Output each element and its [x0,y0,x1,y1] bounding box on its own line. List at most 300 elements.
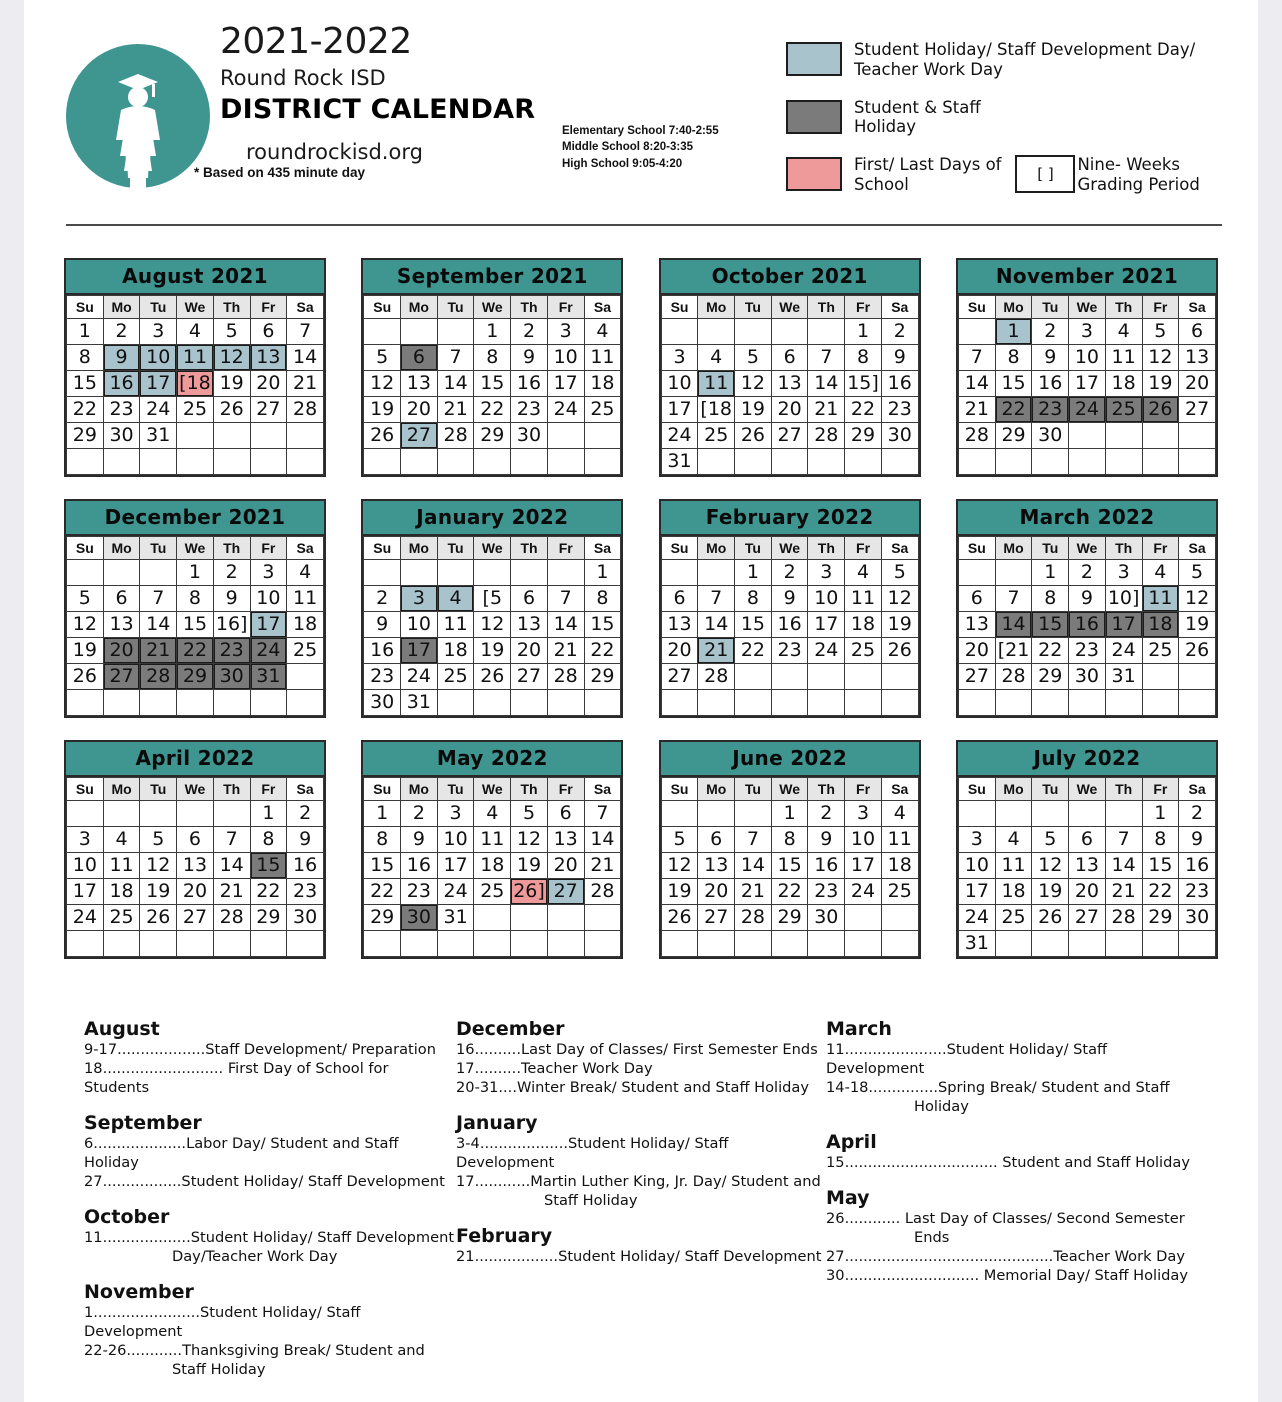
notes-line: 15................................. Student and Staff Holiday [826,1153,1190,1171]
weekday-header-mo: Mo [995,537,1032,560]
day-cell: 29 [67,423,104,449]
month-title: March 2022 [958,501,1216,536]
week-row [661,612,918,638]
week-row [958,397,1215,423]
day-cell: 25 [1105,397,1142,423]
day-cell: 14 [213,853,250,879]
empty-day-cell [661,690,698,716]
day-cell: 29 [771,905,808,931]
weekday-header-mo: Mo [698,537,735,560]
empty-day-cell [547,449,584,475]
weekday-header-sa: Sa [1179,296,1216,319]
weekday-header-su: Su [67,296,104,319]
day-cell: 17 [1069,371,1106,397]
week-row [958,371,1215,397]
empty-day-cell [735,449,772,475]
day-cell: 3 [437,801,474,827]
day-cell: 14 [547,612,584,638]
day-cell: 5 [213,319,250,345]
week-row [661,586,918,612]
day-cell: 12 [511,827,548,853]
empty-day-cell [437,319,474,345]
day-cell: 1 [584,560,621,586]
day-cell: 11 [845,586,882,612]
day-cell: 18 [437,638,474,664]
day-cell: 29 [845,423,882,449]
calendar-month-row [24,740,1258,959]
week-row [661,345,918,371]
weekday-header-mo: Mo [401,778,438,801]
weekday-header-mo: Mo [401,296,438,319]
day-cell: 30 [1032,423,1069,449]
weekday-header-sa: Sa [881,778,918,801]
day-cell: 2 [771,560,808,586]
day-cell: 15 [67,371,104,397]
day-cell: 14 [808,371,845,397]
weekday-header-th: Th [213,537,250,560]
weekday-header-th: Th [511,296,548,319]
day-cell: 20 [177,879,214,905]
empty-day-cell [735,801,772,827]
day-cell: 28 [735,905,772,931]
day-cell: 7 [547,586,584,612]
day-cell: 18 [1105,371,1142,397]
weekday-header-sa: Sa [287,537,324,560]
day-cell: 4 [437,586,474,612]
empty-day-cell [1179,690,1216,716]
day-cell: 28 [213,905,250,931]
day-cell: 20 [958,638,995,664]
weekday-header-we: We [1069,778,1106,801]
day-cell: 15] [845,371,882,397]
notes-month-heading: May [826,1186,870,1209]
day-cell: 22 [735,638,772,664]
weekday-header-sa: Sa [584,296,621,319]
empty-day-cell [845,664,882,690]
legend-label-line2: Holiday [854,117,917,137]
weekday-header-fr: Fr [845,778,882,801]
day-cell: 8 [177,586,214,612]
day-cell: 8 [67,345,104,371]
empty-day-cell [845,690,882,716]
day-cell: [18 [177,371,214,397]
day-cell: [5 [474,586,511,612]
empty-day-cell [881,449,918,475]
day-cell: 28 [437,423,474,449]
day-cell: 5 [661,827,698,853]
month-table [958,777,1216,957]
empty-day-cell [213,931,250,957]
week-row [364,612,621,638]
weekday-header-fr: Fr [547,296,584,319]
day-cell: 11 [103,853,140,879]
day-cell: 20 [250,371,287,397]
week-row [661,801,918,827]
weekday-header-tu: Tu [437,778,474,801]
day-cell: 31 [1105,664,1142,690]
weekday-header-su: Su [958,778,995,801]
day-cell: 2 [213,560,250,586]
day-cell: 12 [67,612,104,638]
day-cell: 30 [511,423,548,449]
day-cell: 27 [511,664,548,690]
day-cell: 2 [287,801,324,827]
empty-day-cell [177,690,214,716]
day-cell: 17 [67,879,104,905]
day-cell: 1 [1142,801,1179,827]
day-cell: 7 [698,586,735,612]
day-cell: 28 [958,423,995,449]
weekday-header-su: Su [364,296,401,319]
day-cell: 8 [250,827,287,853]
day-cell: 23 [401,879,438,905]
day-cell: 17 [1105,612,1142,638]
week-row [364,449,621,475]
empty-day-cell [401,319,438,345]
notes-line: 11...................Student Holiday/ Staff Development [84,1228,455,1246]
week-row [364,397,621,423]
empty-day-cell [995,449,1032,475]
day-cell: 22 [845,397,882,423]
day-cell: 10 [808,586,845,612]
day-cell: 30 [1179,905,1216,931]
day-cell: 13 [661,612,698,638]
week-row [661,879,918,905]
day-cell: 30 [881,423,918,449]
day-cell: 27 [958,664,995,690]
empty-day-cell [67,931,104,957]
day-cell: 10 [845,827,882,853]
day-cell: 20 [1179,371,1216,397]
day-cell: 9 [213,586,250,612]
day-cell: 9 [881,345,918,371]
day-cell: 11 [995,853,1032,879]
day-cell: 4 [995,827,1032,853]
empty-day-cell [287,423,324,449]
month-card [361,740,623,959]
day-cell: 23 [771,638,808,664]
empty-day-cell [881,931,918,957]
day-cell: 7 [1105,827,1142,853]
weekday-header-fr: Fr [1142,537,1179,560]
week-row [661,664,918,690]
empty-day-cell [1069,931,1106,957]
empty-day-cell [103,449,140,475]
day-cell: 10 [958,853,995,879]
day-cell: 6 [771,345,808,371]
empty-day-cell [177,423,214,449]
day-cell: 27 [771,423,808,449]
day-cell: 7 [735,827,772,853]
day-cell: 1 [474,319,511,345]
calendar-month-row [24,258,1258,477]
day-cell: 7 [958,345,995,371]
day-cell: 1 [67,319,104,345]
day-cell: 6 [401,345,438,371]
empty-day-cell [547,560,584,586]
empty-day-cell [958,319,995,345]
weekday-header-row [364,778,621,801]
legend-swatch-blue [786,42,842,76]
empty-day-cell [287,690,324,716]
weekday-header-row [67,778,324,801]
round-rock-isd-logo-icon [66,44,210,188]
weekday-header-sa: Sa [287,296,324,319]
notes-month-heading: November [84,1280,194,1303]
day-cell: 28 [287,397,324,423]
day-cell: 19 [140,879,177,905]
day-cell: 10 [140,345,177,371]
week-row [364,931,621,957]
day-cell: 17 [547,371,584,397]
legend [786,40,1226,195]
empty-day-cell [1142,664,1179,690]
calendar-notes [24,1018,1258,1380]
notes-line: 11......................Student Holiday/ Staff Development [826,1041,1108,1077]
day-cell: 8 [364,827,401,853]
empty-day-cell [1105,801,1142,827]
day-cell: 10] [1105,586,1142,612]
week-row [67,931,324,957]
legend-label-line1: Student & Staff [854,97,981,117]
day-cell: 8 [995,345,1032,371]
empty-day-cell [771,664,808,690]
day-cell: 13 [250,345,287,371]
month-title: February 2022 [661,501,919,536]
day-cell: 4 [177,319,214,345]
weekday-header-th: Th [213,296,250,319]
minute-day-note: * Based on 435 minute day [194,165,366,180]
day-cell: 12 [881,586,918,612]
day-cell: 16 [808,853,845,879]
day-cell: 29 [364,905,401,931]
empty-day-cell [1179,449,1216,475]
weekday-header-fr: Fr [547,537,584,560]
empty-day-cell [1069,801,1106,827]
day-cell: 16 [881,371,918,397]
day-cell: 13 [771,371,808,397]
day-cell: 17 [250,612,287,638]
day-cell: 27 [401,423,438,449]
notes-line: 6....................Labor Day/ Student and Staff Holiday [84,1134,399,1171]
empty-day-cell [808,449,845,475]
weekday-header-row [364,537,621,560]
empty-day-cell [995,931,1032,957]
day-cell: 15 [177,612,214,638]
weekday-header-mo: Mo [995,778,1032,801]
notes-line: Holiday [914,1097,969,1115]
weekday-header-su: Su [661,296,698,319]
legend-label-line2: Grading Period [1077,174,1200,194]
day-cell: 14 [698,612,735,638]
empty-day-cell [1142,423,1179,449]
weekday-header-sa: Sa [1179,537,1216,560]
week-row [958,905,1215,931]
empty-day-cell [437,690,474,716]
day-cell: 14 [995,612,1032,638]
empty-day-cell [584,423,621,449]
day-cell: 19 [661,879,698,905]
week-row [958,560,1215,586]
notes-line: 22-26............Thanksgiving Break/ Student and [84,1341,425,1359]
day-cell: 17 [437,853,474,879]
day-cell: 26 [364,423,401,449]
empty-day-cell [808,690,845,716]
day-cell: 9 [1032,345,1069,371]
legend-item-nine-weeks [1015,155,1199,195]
empty-day-cell [1032,931,1069,957]
district-name: Round Rock ISD [220,66,386,91]
day-cell: 9 [364,612,401,638]
weekday-header-fr: Fr [250,537,287,560]
week-row [958,423,1215,449]
week-row [364,664,621,690]
empty-day-cell [584,690,621,716]
day-cell: 10 [1069,345,1106,371]
day-cell: 11 [287,586,324,612]
day-cell: 13 [511,612,548,638]
empty-day-cell [547,690,584,716]
notes-line: Ends [914,1228,950,1246]
day-cell: 31 [958,931,995,957]
empty-day-cell [67,449,104,475]
day-cell: 28 [698,664,735,690]
week-row [67,664,324,690]
day-cell: 1 [1032,560,1069,586]
day-cell: 16 [103,371,140,397]
weekday-header-sa: Sa [881,296,918,319]
notes-month-heading: January [456,1111,538,1134]
empty-day-cell [1105,423,1142,449]
empty-day-cell [995,801,1032,827]
day-cell: 18 [584,371,621,397]
empty-day-cell [511,931,548,957]
day-cell: 26 [661,905,698,931]
day-cell: 13 [698,853,735,879]
day-cell: 13 [401,371,438,397]
day-cell: 11 [1142,586,1179,612]
day-cell: 23 [511,397,548,423]
weekday-header-we: We [177,296,214,319]
empty-day-cell [1105,449,1142,475]
week-row [364,879,621,905]
day-cell: 27 [547,879,584,905]
day-cell: 14 [584,827,621,853]
day-cell: 27 [661,664,698,690]
empty-day-cell [364,931,401,957]
empty-day-cell [1105,931,1142,957]
day-cell: 13 [177,853,214,879]
week-row [661,449,918,475]
notes-line: 16..........Last Day of Classes/ First Semester Ends [456,1041,818,1058]
day-cell: 26 [213,397,250,423]
day-cell: 12 [1032,853,1069,879]
day-cell: 3 [661,345,698,371]
day-cell: 21 [287,371,324,397]
notes-line: 9-17...................Staff Development/ Preparation [84,1041,436,1058]
notes-line: 17............Martin Luther King, Jr. Day/ Student and [456,1172,821,1190]
day-cell: 20 [511,638,548,664]
day-cell: 28 [547,664,584,690]
empty-day-cell [1032,801,1069,827]
month-table [661,295,919,475]
day-cell: 30 [1069,664,1106,690]
empty-day-cell [1142,931,1179,957]
empty-day-cell [735,319,772,345]
day-cell: 24 [67,905,104,931]
day-cell: 6 [1179,319,1216,345]
day-cell: 22 [177,638,214,664]
day-cell: 23 [213,638,250,664]
week-row [661,690,918,716]
day-cell: 24 [661,423,698,449]
day-cell: 4 [474,801,511,827]
day-cell: 18 [995,879,1032,905]
district-website-link[interactable]: roundrockisd.org [246,140,423,165]
day-cell: 21 [437,397,474,423]
day-cell: 3 [250,560,287,586]
day-cell: 5 [140,827,177,853]
empty-day-cell [661,801,698,827]
weekday-header-sa: Sa [584,778,621,801]
day-cell: 26 [1142,397,1179,423]
legend-label-line1: Nine- Weeks [1077,155,1181,175]
day-cell: 3 [808,560,845,586]
day-cell: [21 [995,638,1032,664]
weekday-header-su: Su [661,537,698,560]
weekday-header-we: We [771,537,808,560]
nine-weeks-bracket-icon: [ ] [1015,155,1075,193]
month-title: July 2022 [958,742,1216,777]
month-title: November 2021 [958,260,1216,295]
day-cell: 13 [958,612,995,638]
empty-day-cell [1179,931,1216,957]
empty-day-cell [437,560,474,586]
weekday-header-row [958,778,1215,801]
weekday-header-mo: Mo [103,778,140,801]
empty-day-cell [67,801,104,827]
legend-item-first-last-day [786,155,1226,195]
week-row [958,690,1215,716]
empty-day-cell [437,449,474,475]
empty-day-cell [474,905,511,931]
empty-day-cell [771,931,808,957]
weekday-header-mo: Mo [995,296,1032,319]
week-row [661,905,918,931]
day-cell: 16 [771,612,808,638]
day-cell: 6 [661,586,698,612]
high-school-time: High School 9:05-4:20 [562,157,683,170]
week-row [67,371,324,397]
day-cell: 2 [1179,801,1216,827]
day-cell: 10 [250,586,287,612]
weekday-header-row [661,778,918,801]
day-cell: 25 [437,664,474,690]
day-cell: 11 [437,612,474,638]
month-table [958,536,1216,716]
empty-day-cell [771,449,808,475]
empty-day-cell [140,560,177,586]
empty-day-cell [67,560,104,586]
empty-day-cell [287,449,324,475]
day-cell: 29 [474,423,511,449]
week-row [67,638,324,664]
day-cell: 13 [547,827,584,853]
week-row [661,931,918,957]
month-card [64,740,326,959]
notes-line: 21..................Student Holiday/ Staff Development [456,1247,822,1265]
day-cell: 29 [1032,664,1069,690]
